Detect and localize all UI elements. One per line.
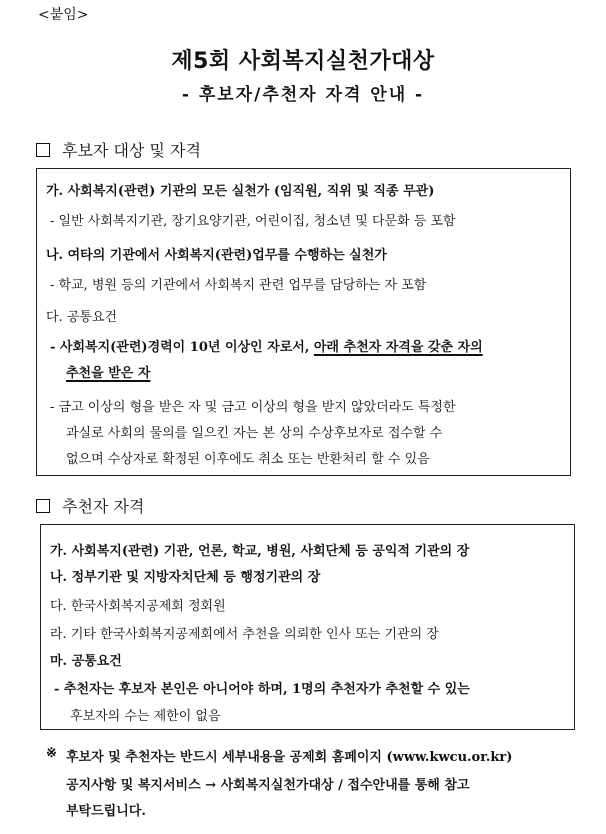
recommender-item-ra: 라. 기타 한국사회복지공제회에서 추천을 의뢰한 인사 또는 기관의 장 bbox=[50, 627, 439, 642]
recommender-item-ga: 가. 사회복지(관련) 기관, 언론, 학교, 병원, 사회단체 등 공익적 기관의 장 bbox=[50, 544, 470, 559]
common-requirement-2-line1: - 금고 이상의 형을 받은 자 및 금고 이상의 형을 받지 않았더라도 특정한 bbox=[50, 400, 456, 415]
document-subtitle: - 후보자/추천자 자격 안내 - bbox=[181, 85, 425, 105]
requirement-career-text: - 사회복지(관련)경력이 10년 이상인 자로서, bbox=[50, 340, 314, 355]
candidate-item-na-detail: - 학교, 병원 등의 기관에서 사회복지 관련 업무를 담당하는 자 포함 bbox=[50, 278, 427, 293]
common-requirement-1-line1 bbox=[50, 336, 483, 355]
recommender-requirement-line2: 후보자의 수는 제한이 없음 bbox=[70, 709, 221, 724]
recommender-requirement-line1: - 추천자는 후보자 본인은 아니어야 하며, 1명의 추천자가 추천할 수 있는 bbox=[54, 682, 470, 697]
recommender-item-na: 나. 정부기관 및 지방자치단체 등 행정기관의 장 bbox=[50, 570, 321, 585]
reference-mark-icon: ※ bbox=[46, 746, 57, 761]
checkbox-icon bbox=[36, 499, 50, 513]
candidate-item-na: 나. 여타의 기관에서 사회복지(관련)업무를 수행하는 실천가 bbox=[46, 248, 387, 263]
recommender-item-da: 다. 한국사회복지공제회 정회원 bbox=[50, 599, 226, 614]
candidate-item-da: 다. 공통요건 bbox=[46, 310, 118, 325]
common-requirement-1-line2: 추천을 받은 자 bbox=[66, 366, 151, 381]
note-line2: 공지사항 및 복지서비스 → 사회복지실천가대상 / 접수안내를 통해 참고 bbox=[66, 778, 470, 793]
candidate-item-ga-detail: - 일반 사회복지기관, 장기요양기관, 어린이집, 청소년 및 다문화 등 포함 bbox=[50, 214, 456, 229]
checkbox-icon bbox=[36, 143, 50, 157]
attachment-tag: <붙임> bbox=[38, 7, 89, 23]
section-recommender-heading-text: 추천자 자격 bbox=[62, 497, 145, 516]
note-line3: 부탁드립니다. bbox=[66, 804, 146, 819]
note-line1: 후보자 및 추천자는 반드시 세부내용을 공제회 홈페이지 (www.kwcu.or.kr) bbox=[66, 750, 513, 765]
candidate-item-ga: 가. 사회복지(관련) 기관의 모든 실천가 (임직원, 직위 및 직종 무관) bbox=[46, 184, 435, 199]
section-candidate-heading bbox=[36, 138, 201, 161]
common-requirement-2-line3: 없으며 수상자로 확정된 이후에도 취소 또는 반환처리 할 수 있음 bbox=[66, 452, 430, 467]
document-title: 제5회 사회복지실천가대상 bbox=[171, 49, 435, 74]
requirement-recommender-underlined: 아래 추천자 자격을 갖춘 자의 bbox=[313, 340, 483, 355]
section-recommender-heading bbox=[36, 494, 144, 517]
common-requirement-2-line2: 과실로 사회의 물의를 일으킨 자는 본 상의 수상후보자로 접수할 수 bbox=[66, 426, 443, 441]
recommender-item-ma: 마. 공통요건 bbox=[50, 654, 122, 669]
section-candidate-heading-text: 후보자 대상 및 자격 bbox=[62, 141, 201, 160]
